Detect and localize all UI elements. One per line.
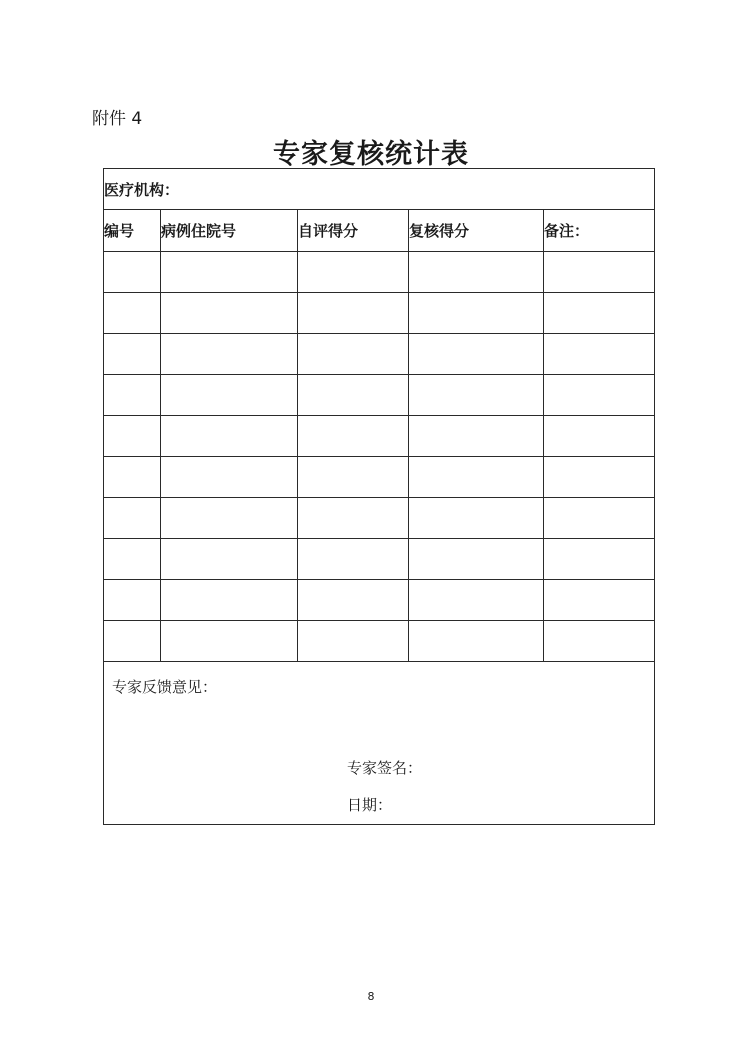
review-score-cell[interactable] xyxy=(409,334,544,375)
table-row xyxy=(104,457,655,498)
attachment-label: 附件 4 xyxy=(92,109,143,129)
remarks-cell[interactable] xyxy=(544,334,655,375)
review-score-cell[interactable] xyxy=(409,416,544,457)
case-admission-number-cell[interactable] xyxy=(161,580,298,621)
remarks-cell[interactable] xyxy=(544,580,655,621)
number-cell[interactable] xyxy=(104,375,161,416)
case-admission-number-cell[interactable] xyxy=(161,621,298,662)
col-header-review-score: 复核得分 xyxy=(409,210,544,252)
case-admission-number-cell[interactable] xyxy=(161,293,298,334)
table-row xyxy=(104,416,655,457)
col-header-case-admission-number: 病例住院号 xyxy=(161,210,298,252)
institution-label: 医疗机构： xyxy=(104,180,180,199)
remarks-cell[interactable] xyxy=(544,416,655,457)
table-row xyxy=(104,539,655,580)
form-title: 专家复核统计表 xyxy=(273,139,469,170)
table-row xyxy=(104,580,655,621)
review-score-cell[interactable] xyxy=(409,252,544,293)
remarks-cell[interactable] xyxy=(544,539,655,580)
number-cell[interactable] xyxy=(104,252,161,293)
review-score-cell[interactable] xyxy=(409,498,544,539)
self-score-cell[interactable] xyxy=(298,416,409,457)
case-admission-number-cell[interactable] xyxy=(161,416,298,457)
date-label: 日期： xyxy=(347,796,393,814)
number-cell[interactable] xyxy=(104,457,161,498)
review-score-cell[interactable] xyxy=(409,539,544,580)
case-admission-number-cell[interactable] xyxy=(161,334,298,375)
case-admission-number-cell[interactable] xyxy=(161,375,298,416)
signature-label: 专家签名： xyxy=(347,759,423,777)
col-header-self-score: 自评得分 xyxy=(298,210,409,252)
review-statistics-table xyxy=(103,168,655,825)
self-score-cell[interactable] xyxy=(298,498,409,539)
case-admission-number-cell[interactable] xyxy=(161,252,298,293)
table-row xyxy=(104,334,655,375)
table-row xyxy=(104,498,655,539)
case-admission-number-cell[interactable] xyxy=(161,457,298,498)
case-admission-number-cell[interactable] xyxy=(161,539,298,580)
self-score-cell[interactable] xyxy=(298,621,409,662)
self-score-cell[interactable] xyxy=(298,539,409,580)
remarks-cell[interactable] xyxy=(544,252,655,293)
table-header-row xyxy=(104,210,655,252)
remarks-cell[interactable] xyxy=(544,375,655,416)
feedback-row xyxy=(104,662,655,825)
self-score-cell[interactable] xyxy=(298,580,409,621)
review-score-cell[interactable] xyxy=(409,580,544,621)
self-score-cell[interactable] xyxy=(298,334,409,375)
review-score-cell[interactable] xyxy=(409,375,544,416)
number-cell[interactable] xyxy=(104,580,161,621)
col-header-remarks: 备注： xyxy=(544,210,655,252)
review-score-cell[interactable] xyxy=(409,293,544,334)
remarks-cell[interactable] xyxy=(544,621,655,662)
review-score-cell[interactable] xyxy=(409,457,544,498)
remarks-cell[interactable] xyxy=(544,457,655,498)
table-row xyxy=(104,252,655,293)
self-score-cell[interactable] xyxy=(298,457,409,498)
institution-field[interactable] xyxy=(104,169,655,210)
self-score-cell[interactable] xyxy=(298,252,409,293)
remarks-cell[interactable] xyxy=(544,498,655,539)
case-admission-number-cell[interactable] xyxy=(161,498,298,539)
page-number: 8 xyxy=(367,990,375,1003)
number-cell[interactable] xyxy=(104,334,161,375)
self-score-cell[interactable] xyxy=(298,293,409,334)
review-score-cell[interactable] xyxy=(409,621,544,662)
number-cell[interactable] xyxy=(104,416,161,457)
self-score-cell[interactable] xyxy=(298,375,409,416)
table-row xyxy=(104,375,655,416)
number-cell[interactable] xyxy=(104,621,161,662)
table-row xyxy=(104,621,655,662)
feedback-field[interactable] xyxy=(104,662,655,825)
feedback-label: 专家反馈意见： xyxy=(112,678,218,696)
remarks-cell[interactable] xyxy=(544,293,655,334)
institution-row xyxy=(104,169,655,210)
number-cell[interactable] xyxy=(104,498,161,539)
number-cell[interactable] xyxy=(104,539,161,580)
table-row xyxy=(104,293,655,334)
number-cell[interactable] xyxy=(104,293,161,334)
col-header-number: 编号 xyxy=(104,210,161,252)
